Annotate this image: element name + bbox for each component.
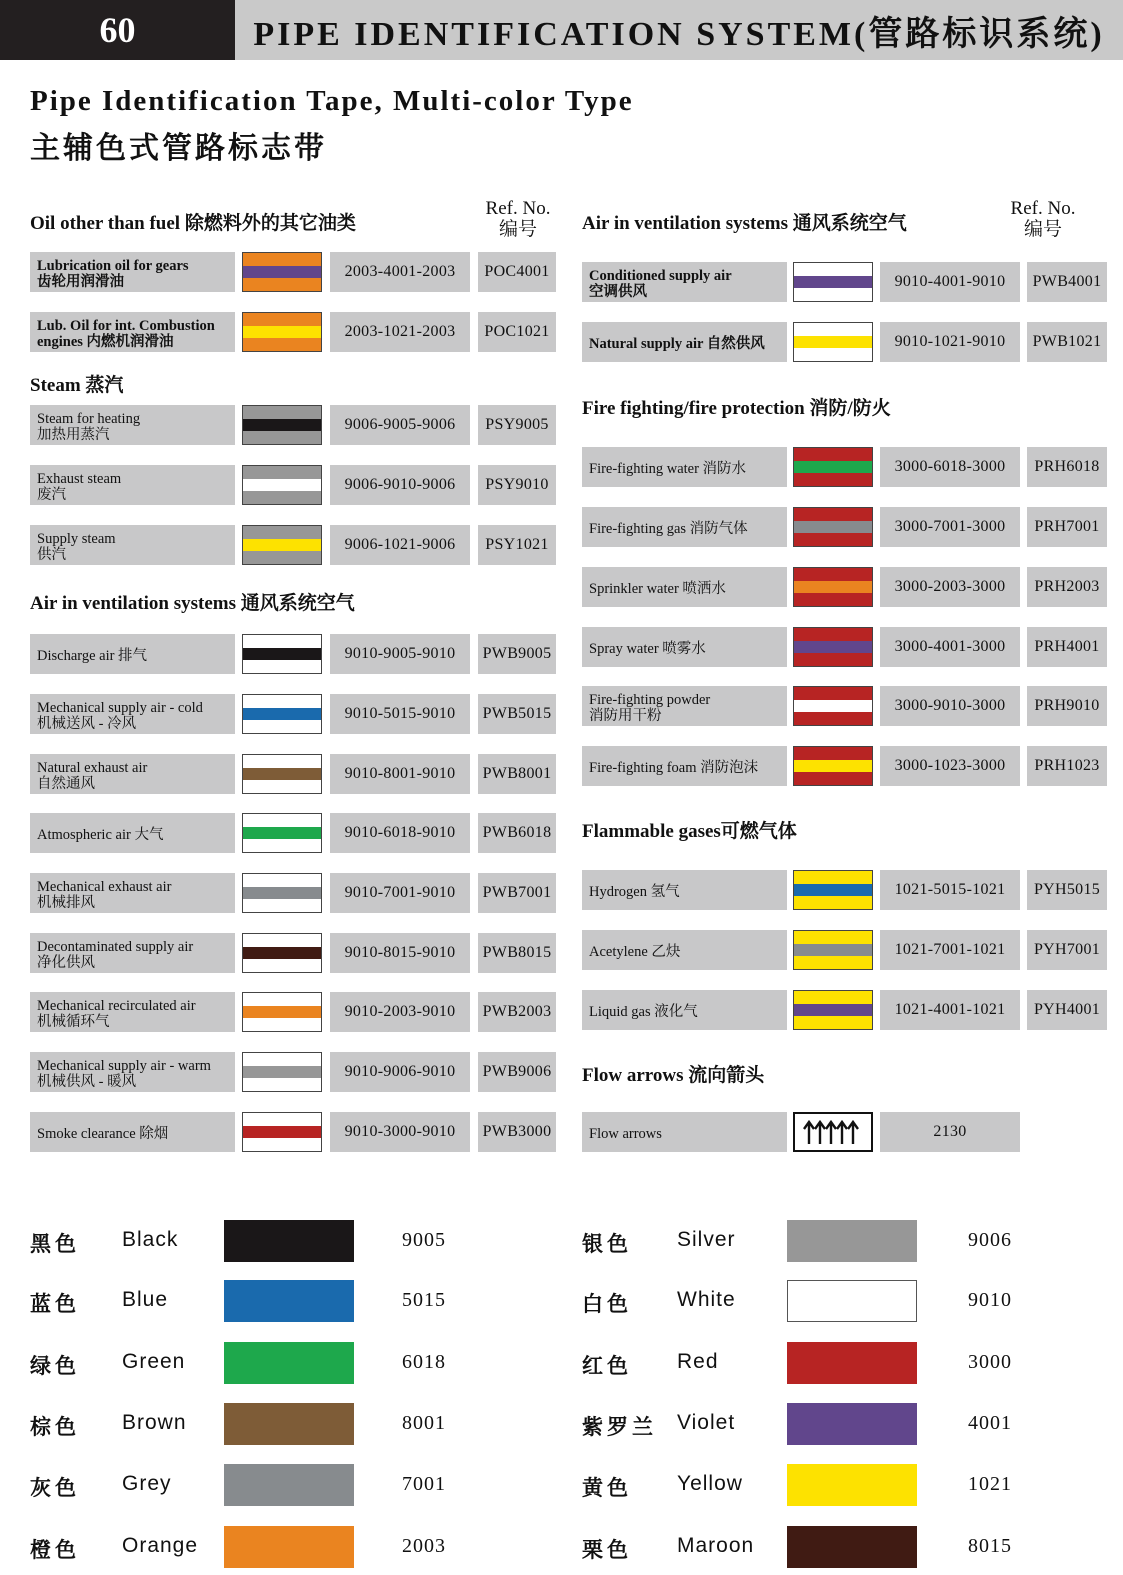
row-label-en: Fire-fighting foam 消防泡沫 [589,760,759,776]
table-row [0,1052,1123,1092]
row-label-zh: 机械供风 - 暖风 [37,1074,137,1090]
row-label-en: Natural exhaust air [37,760,148,776]
row-label-en: Exhaust steam [37,471,122,487]
tape-swatch [793,686,873,726]
color-code: 2003-4001-2003 [330,252,470,292]
ref-no-header-left [478,198,558,240]
ref-number: PWB3000 [478,1112,556,1152]
tape-stripe [794,348,872,361]
tape-stripe [794,884,872,896]
page-number: 60 [0,0,235,60]
row-label-en: Acetylene 乙炔 [589,944,681,960]
section-title: Oil other than fuel 除燃料外的其它油类 [30,213,356,234]
row-label-en: Liquid gas 液化气 [589,1004,698,1020]
legend-english-name: Red [677,1350,719,1373]
legend-color-code: 9005 [402,1229,446,1251]
row-label-en: Natural supply air 自然供风 [589,336,765,352]
legend-chinese-name: 橙色 [30,1538,80,1562]
row-label-zh: 机械循环气 [37,1014,110,1030]
row-label-zh: 空调供风 [589,284,647,300]
color-code: 9006-9010-9006 [330,465,470,505]
tape-stripe [243,419,321,431]
color-code: 3000-1023-3000 [880,746,1020,786]
tape-stripe [794,263,872,276]
ref-number: PRH7001 [1027,507,1107,547]
row-label-en: Mechanical recirculated air [37,998,196,1014]
legend-color-swatch [787,1403,917,1445]
tape-stripe [794,896,872,909]
row-label-zh: 消防用干粉 [589,708,662,724]
legend-english-name: Maroon [677,1534,755,1557]
color-code: 9010-9006-9010 [330,1052,470,1092]
legend-english-name: Orange [122,1534,199,1557]
ref-number: PYH7001 [1027,930,1107,970]
ref-no-header-line: Ref. No. [485,198,551,219]
tape-stripe [243,814,321,827]
legend-color-swatch [224,1342,354,1384]
legend-english-name: Brown [122,1411,187,1434]
row-label-en: Spray water 喷雾水 [589,641,706,657]
color-code: 9010-8001-9010 [330,754,470,794]
tape-swatch [793,930,873,970]
tape-stripe [794,931,872,944]
legend-chinese-name: 紫罗兰 [582,1415,657,1439]
legend-color-code: 8015 [968,1535,1012,1557]
ref-number: PWB9006 [478,1052,556,1092]
color-code: 2003-1021-2003 [330,312,470,352]
ref-number: PWB5015 [478,694,556,734]
color-code: 9010-8015-9010 [330,933,470,973]
legend-color-swatch [787,1220,917,1262]
ref-number: PRH2003 [1027,567,1107,607]
legend-chinese-name: 绿色 [30,1354,80,1378]
tape-swatch [793,627,873,667]
legend-color-code: 4001 [968,1412,1012,1434]
ref-number: PYH4001 [1027,990,1107,1030]
legend-chinese-name: 红色 [582,1354,632,1378]
row-label-en: Atmospheric air 大气 [37,827,164,843]
row-label-en: Decontaminated supply air [37,939,194,955]
page-header [0,0,1123,60]
legend-color-swatch [224,1280,354,1322]
color-code: 3000-2003-3000 [880,567,1020,607]
row-label-en: Fire-fighting powder [589,692,711,708]
tape-stripe [794,581,872,593]
row-label [582,262,787,302]
row-label-en: Smoke clearance 除烟 [37,1126,169,1142]
table-row [0,262,1123,302]
tape-swatch [242,1052,322,1092]
tape-stripe [794,593,872,606]
legend-color-code: 9006 [968,1229,1012,1251]
row-label-en: Hydrogen 氢气 [589,884,680,900]
ref-no-header-line: 编号 [498,219,537,240]
legend-color-swatch [787,1464,917,1506]
tape-swatch [793,870,873,910]
legend-color-swatch [224,1403,354,1445]
tape-stripe [243,1066,321,1078]
tape-stripe [243,551,321,564]
tape-stripe [794,448,872,461]
section-title: Steam 蒸汽 [30,375,124,396]
legend-color-swatch [224,1526,354,1568]
legend-english-name: Black [122,1228,179,1251]
ref-no-header-line: 编号 [1023,219,1062,240]
tape-swatch [793,447,873,487]
table-row [0,990,1123,1030]
table-row [0,1112,1123,1152]
tape-swatch [793,507,873,547]
legend-color-swatch [787,1526,917,1568]
table-row [0,870,1123,910]
tape-stripe [243,491,321,504]
tape-stripe [794,687,872,700]
row-label [582,930,787,970]
tape-stripe [794,628,872,641]
tape-stripe [794,956,872,969]
tape-stripe [794,336,872,348]
legend-color-swatch [787,1342,917,1384]
section-title: Flammable gases可燃气体 [582,821,797,842]
ref-number: PWB1021 [1027,322,1107,362]
color-code: 9010-9005-9010 [330,634,470,674]
page-subtitle: 主辅色式管路标志带 [30,132,327,165]
tape-stripe [243,431,321,444]
section-title: Air in ventilation systems 通风系统空气 [582,213,907,234]
legend-chinese-name: 黑色 [30,1232,80,1256]
page-title: Pipe Identification Tape, Multi-color Type [30,85,634,117]
row-label-en: Lubrication oil for gears [37,258,189,274]
row-label-en: Supply steam [37,531,116,547]
tape-stripe [794,288,872,301]
table-row [0,567,1123,607]
color-code: 3000-7001-3000 [880,507,1020,547]
legend-english-name: Silver [677,1228,736,1251]
row-label-zh: 供汽 [37,547,66,563]
legend-english-name: Blue [122,1288,169,1311]
legend-chinese-name: 栗色 [582,1538,632,1562]
ref-number: PWB6018 [478,813,556,853]
ref-number: POC1021 [478,312,556,352]
row-label-en: Mechanical supply air - cold [37,700,203,716]
table-row [0,930,1123,970]
table-row [0,627,1123,667]
tape-stripe [794,760,872,772]
tape-stripe [794,568,872,581]
color-code: 9010-4001-9010 [880,262,1020,302]
ref-number: PRH9010 [1027,686,1107,726]
color-code: 3000-6018-3000 [880,447,1020,487]
ref-number: PSY9005 [478,405,556,445]
row-label-zh: 机械送风 - 冷风 [37,716,137,732]
up-arrows-icon [793,1112,873,1152]
legend-color-code: 9010 [968,1289,1012,1311]
tape-stripe [794,991,872,1004]
legend-english-name: Yellow [677,1472,743,1495]
row-label-en: Fire-fighting gas 消防气体 [589,521,748,537]
ref-number: PWB9005 [478,634,556,674]
tape-stripe [243,1053,321,1066]
legend-color-code: 8001 [402,1412,446,1434]
ref-number: PWB8001 [478,754,556,794]
row-label [30,1052,235,1092]
ref-number: PRH6018 [1027,447,1107,487]
color-code: 9006-9005-9006 [330,405,470,445]
tape-swatch [242,813,322,853]
tape-swatch [793,262,873,302]
tape-stripe [794,461,872,473]
ref-number: PSY1021 [478,525,556,565]
legend-english-name: Green [122,1350,186,1373]
row-label [582,507,787,547]
color-code: 3000-9010-3000 [880,686,1020,726]
color-code: 2130 [880,1112,1020,1152]
section-title: Fire fighting/fire protection 消防/防火 [582,398,891,419]
row-label-en: Discharge air 排气 [37,648,148,664]
color-code: 9010-2003-9010 [330,992,470,1032]
tape-stripe [794,508,872,521]
tape-stripe [243,839,321,852]
tape-stripe [794,641,872,653]
row-label [582,990,787,1030]
tape-stripe [794,1004,872,1016]
tape-stripe [794,533,872,546]
row-label-en: Conditioned supply air [589,268,732,284]
row-label-zh: engines 内燃机润滑油 [37,334,174,350]
table-row [0,447,1123,487]
row-label-en: Mechanical supply air - warm [37,1058,211,1074]
color-code: 1021-4001-1021 [880,990,1020,1030]
legend-chinese-name: 银色 [582,1232,632,1256]
tape-stripe [794,473,872,486]
tape-stripe [794,700,872,712]
legend-color-code: 6018 [402,1351,446,1373]
row-label [582,447,787,487]
legend-chinese-name: 蓝色 [30,1292,80,1316]
legend-chinese-name: 灰色 [30,1476,80,1500]
row-label [30,813,235,853]
row-label-en: Flow arrows [589,1126,662,1142]
table-row [0,746,1123,786]
table-row [0,405,1123,445]
legend-color-code: 3000 [968,1351,1012,1373]
tape-swatch [793,567,873,607]
legend-color-code: 5015 [402,1289,446,1311]
ref-number: PYH5015 [1027,870,1107,910]
legend-chinese-name: 白色 [582,1292,632,1316]
tape-stripe [794,521,872,533]
tape-stripe [794,1016,872,1029]
tape-stripe [794,712,872,725]
tape-swatch [242,405,322,445]
tape-stripe [794,276,872,288]
row-label [582,322,787,362]
tape-stripe [794,871,872,884]
legend-color-swatch [224,1220,354,1262]
ref-no-header-line: Ref. No. [1010,198,1076,219]
legend-english-name: Grey [122,1472,172,1495]
row-label [582,627,787,667]
color-code: 3000-4001-3000 [880,627,1020,667]
tape-swatch [793,322,873,362]
row-label [582,686,787,726]
ref-number: POC4001 [478,252,556,292]
legend-english-name: Violet [677,1411,736,1434]
color-code: 9010-6018-9010 [330,813,470,853]
row-label-en: Mechanical exhaust air [37,879,172,895]
legend-english-name: White [677,1288,736,1311]
tape-swatch [793,990,873,1030]
legend-color-code: 7001 [402,1473,446,1495]
row-label-zh: 废汽 [37,487,66,503]
section-title: Air in ventilation systems 通风系统空气 [30,593,355,614]
legend-chinese-name: 黄色 [582,1476,632,1500]
row-label-en: Fire-fighting water 消防水 [589,461,747,477]
table-row [0,507,1123,547]
row-label-en: Steam for heating [37,411,141,427]
row-label-zh: 自然通风 [37,776,95,792]
ref-number: PWB2003 [478,992,556,1032]
row-label [582,1112,787,1152]
legend-color-swatch [224,1464,354,1506]
ref-number: PWB4001 [1027,262,1107,302]
ref-number: PRH4001 [1027,627,1107,667]
ref-number: PRH1023 [1027,746,1107,786]
color-code: 1021-7001-1021 [880,930,1020,970]
section-title: Flow arrows 流向箭头 [582,1065,765,1086]
row-label-en: Sprinkler water 喷洒水 [589,581,726,597]
row-label-en: Lub. Oil for int. Combustion [37,318,215,334]
tape-stripe [794,653,872,666]
legend-chinese-name: 棕色 [30,1415,80,1439]
row-label-zh: 机械排风 [37,895,95,911]
tape-stripe [243,1078,321,1091]
row-label [582,870,787,910]
row-label-zh: 齿轮用润滑油 [37,274,124,290]
tape-swatch [793,746,873,786]
ref-number: PSY9010 [478,465,556,505]
color-code: 1021-5015-1021 [880,870,1020,910]
tape-stripe [243,406,321,419]
row-label [582,567,787,607]
tape-stripe [243,827,321,839]
ref-number: PWB7001 [478,873,556,913]
legend-color-code: 2003 [402,1535,446,1557]
row-label [582,746,787,786]
row-label [30,405,235,445]
color-code: 9010-5015-9010 [330,694,470,734]
row-label-zh: 加热用蒸汽 [37,427,110,443]
row-label-zh: 净化供风 [37,955,95,971]
tape-stripe [794,323,872,336]
table-row [0,686,1123,726]
ref-no-header-right [1002,198,1084,240]
legend-color-code: 1021 [968,1473,1012,1495]
header-title: PIPE IDENTIFICATION SYSTEM(管路标识系统) [235,0,1123,60]
color-code: 9010-1021-9010 [880,322,1020,362]
ref-number: PWB8015 [478,933,556,973]
table-row [0,322,1123,362]
color-code: 9010-7001-9010 [330,873,470,913]
color-code: 9006-1021-9006 [330,525,470,565]
tape-stripe [794,772,872,785]
table-row [0,813,1123,853]
tape-stripe [794,944,872,956]
legend-color-swatch [787,1280,917,1322]
tape-stripe [794,747,872,760]
color-code: 9010-3000-9010 [330,1112,470,1152]
